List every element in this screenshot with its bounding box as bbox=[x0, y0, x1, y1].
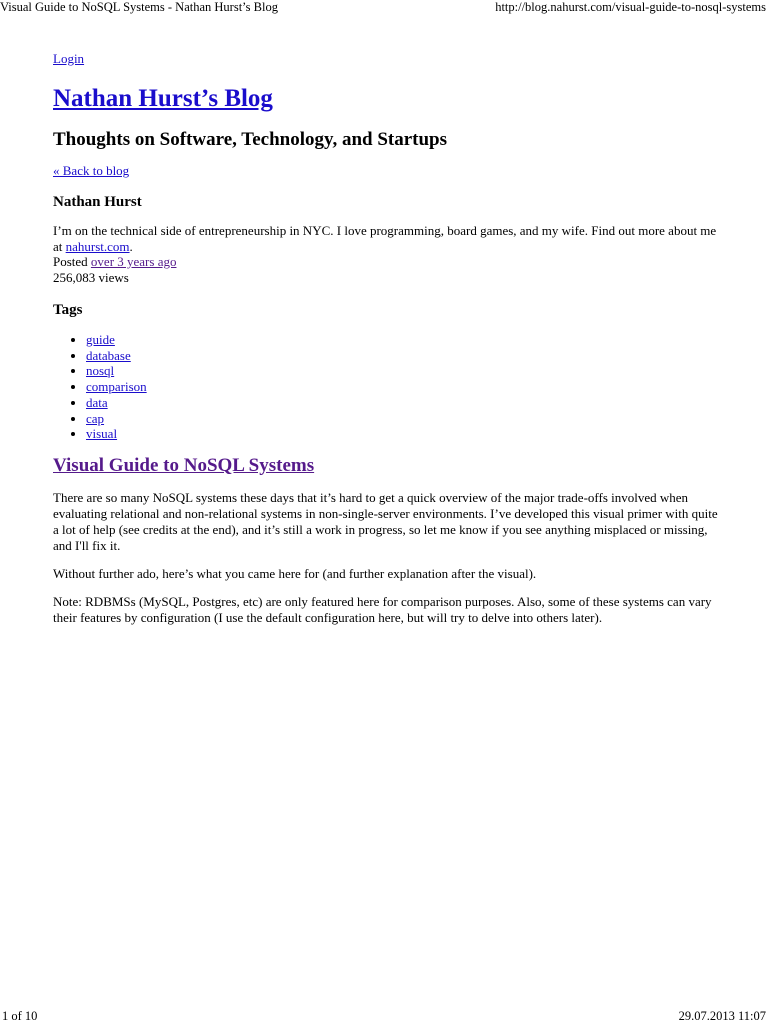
blog-tagline: Thoughts on Software, Technology, and Startups bbox=[53, 129, 448, 150]
tag-item bbox=[86, 426, 718, 442]
login-link[interactable]: Login bbox=[53, 51, 85, 66]
tags-heading: Tags bbox=[53, 302, 83, 318]
tag-link-database[interactable]: database bbox=[86, 347, 131, 363]
author-bio-text: I’m on the technical side of entrepreneurship in NYC. I love programming, board games, and my wife. Find out more about me at bbox=[53, 223, 717, 254]
author-bio-end: . bbox=[129, 238, 133, 254]
tag-link-comparison[interactable]: comparison bbox=[86, 379, 147, 395]
tag-link-guide[interactable]: guide bbox=[86, 332, 115, 347]
tag-link-data[interactable]: data bbox=[86, 394, 108, 410]
back-to-blog-link[interactable]: « Back to blog bbox=[53, 163, 130, 178]
post-title-link[interactable]: Visual Guide to NoSQL Systems bbox=[53, 454, 315, 476]
tag-item bbox=[86, 332, 718, 348]
post-paragraph-lead-in: Without further ado, here’s what you came here for (and further explanation after the visual). bbox=[53, 565, 537, 581]
back-link-container bbox=[53, 163, 718, 179]
author-bio bbox=[53, 223, 718, 285]
author-site-link[interactable]: nahurst.com bbox=[65, 238, 130, 254]
tags-list bbox=[53, 332, 718, 442]
view-count: 256,083 views bbox=[53, 269, 129, 285]
print-datetime: 29.07.2013 11:07 bbox=[678, 1009, 766, 1023]
posted-label: Posted bbox=[53, 254, 91, 269]
tag-link-visual[interactable]: visual bbox=[86, 426, 118, 442]
post-paragraph-intro: There are so many NoSQL systems these days that it’s hard to get a quick overview of the major trade-offs involved when evaluating relational and non-relational systems in non-single-server environments. I’ve developed this visual primer with quite a lot of help (see credits at the end), and it’s still a work in progress, so let me know if you see anything misplaced or missing, and I'll fix it. bbox=[53, 489, 718, 553]
print-page-count: 1 of 10 bbox=[2, 1009, 38, 1023]
tag-item bbox=[86, 348, 718, 364]
tag-item bbox=[86, 395, 718, 411]
print-footer bbox=[0, 1009, 768, 1024]
tag-item bbox=[86, 379, 718, 395]
tag-item bbox=[86, 363, 718, 379]
posted-date-link[interactable]: over 3 years ago bbox=[90, 254, 177, 269]
print-page-title: Visual Guide to NoSQL Systems - Nathan Hurst’s Blog bbox=[0, 0, 278, 14]
author-name: Nathan Hurst bbox=[53, 194, 142, 210]
main-content bbox=[53, 50, 718, 626]
blog-title bbox=[53, 84, 718, 114]
blog-title-link[interactable]: Nathan Hurst’s Blog bbox=[53, 85, 273, 112]
tag-link-cap[interactable]: cap bbox=[86, 410, 105, 426]
tag-link-nosql[interactable]: nosql bbox=[86, 363, 115, 379]
tag-item bbox=[86, 411, 718, 427]
post-paragraph-note: Note: RDBMSs (MySQL, Postgres, etc) are only featured here for comparison purposes. Also, some of these systems can vary their features by configuration (I use the default configuration here, but will try to delve into others later). bbox=[53, 593, 712, 625]
print-url: http://blog.nahurst.com/visual-guide-to-nosql-systems bbox=[495, 0, 766, 14]
print-header bbox=[0, 0, 768, 16]
post-title bbox=[53, 454, 718, 478]
